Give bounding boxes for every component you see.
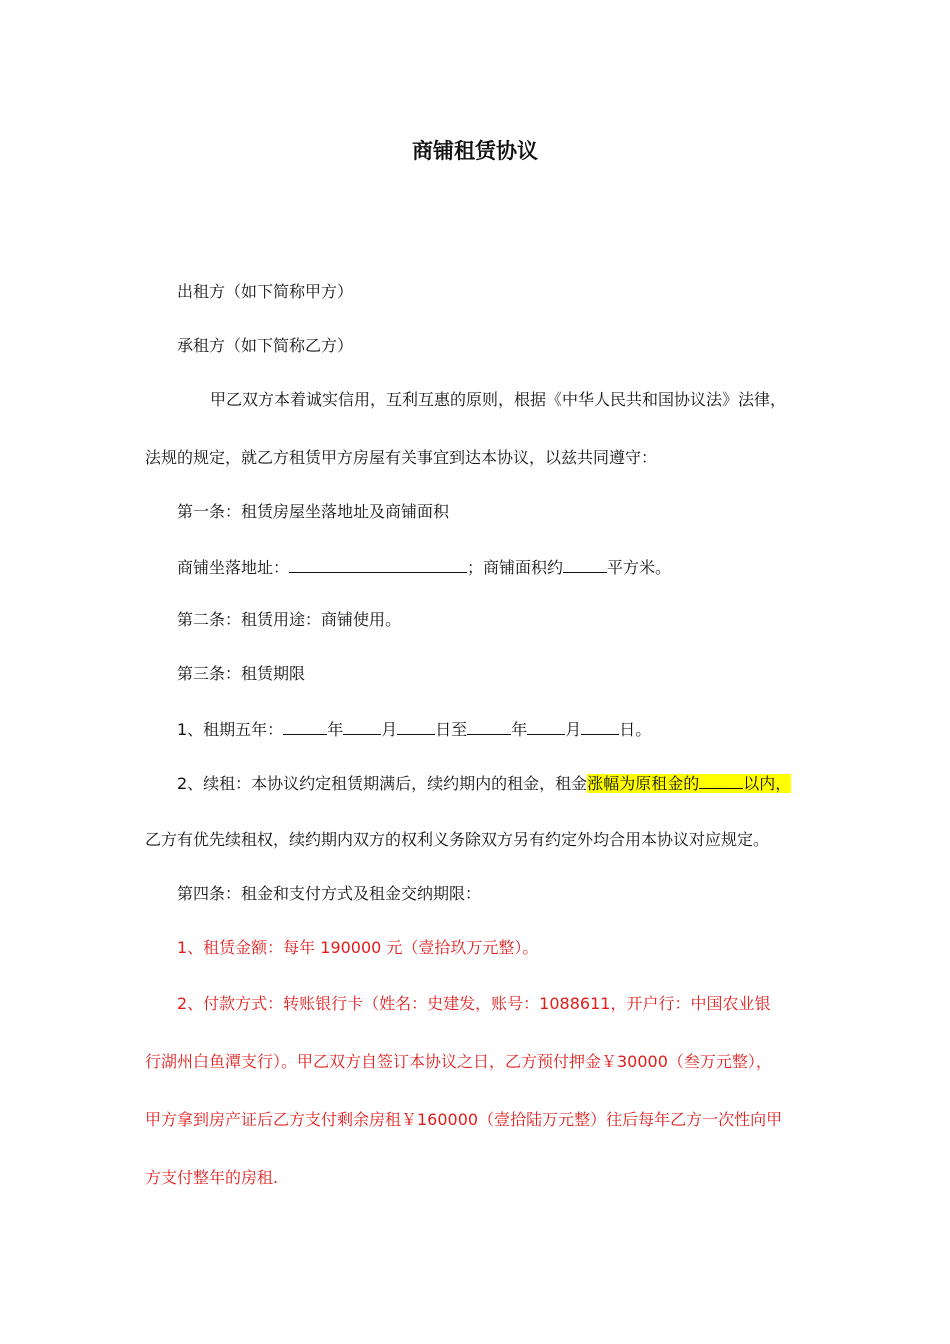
renewal-highlight-text: 涨幅为原租金的: [587, 774, 700, 793]
renewal-highlight: [587, 774, 791, 793]
end-year-label: 年: [511, 720, 528, 739]
renewal-line-1: [177, 770, 791, 796]
lessor-line: 出租方（如下简称甲方）: [177, 282, 354, 301]
intro-line-2: 法规的规定，就乙方租赁甲方房屋有关事宜到达本协议，以兹共同遵守：: [145, 448, 658, 467]
address-label: 商铺坐落地址：: [177, 558, 290, 577]
area-label: ；商铺面积约: [467, 558, 564, 577]
article-2: 第二条：租赁用途：商铺使用。: [177, 610, 402, 629]
payment-line-2: 行湖州白鱼潭支行）。甲乙双方自签订本协议之日，乙方预付押金￥30000（叁万元整），: [145, 1052, 772, 1071]
article-3-title: 第三条：租赁期限: [177, 664, 306, 683]
address-blank[interactable]: [289, 554, 467, 573]
area-unit: 平方米。: [607, 558, 672, 577]
end-day-blank[interactable]: [581, 716, 619, 735]
term-line: [177, 716, 651, 742]
start-month-label: 月: [381, 720, 398, 739]
end-year-blank[interactable]: [467, 716, 511, 735]
renewal-highlight-end: 以内，: [743, 774, 792, 793]
renewal-line-2: 乙方有优先续租权，续约期内双方的权利义务除双方另有约定外均合用本协议对应规定。: [145, 830, 770, 849]
payment-line-4: 方支付整年的房租.: [145, 1168, 279, 1187]
article-4-title: 第四条：租金和支付方式及租金交纳期限：: [177, 884, 482, 903]
start-year-blank[interactable]: [283, 716, 327, 735]
area-blank[interactable]: [563, 554, 607, 573]
term-label: 1、租期五年：: [177, 720, 284, 739]
end-month-label: 月: [565, 720, 582, 739]
intro-line-1: 甲乙双方本着诚实信用，互利互惠的原则，根据《中华人民共和国协议法》法律，: [210, 390, 787, 409]
start-year-label: 年: [327, 720, 344, 739]
article-1-title: 第一条：租赁房屋坐落地址及商铺面积: [177, 502, 450, 521]
payment-line-1: 2、付款方式：转账银行卡（姓名：史建发，账号：1088611，开户行：中国农业银: [177, 994, 771, 1013]
lessee-line: 承租方（如下简称乙方）: [177, 336, 354, 355]
payment-line-3: 甲方拿到房产证后乙方支付剩余房租￥160000（壹拾陆万元整）往后每年乙方一次性向甲: [145, 1110, 783, 1129]
end-month-blank[interactable]: [527, 716, 565, 735]
increase-rate-blank[interactable]: [699, 770, 743, 789]
start-month-blank[interactable]: [343, 716, 381, 735]
rent-amount: 1、租赁金额：每年 190000 元（壹拾玖万元整）。: [177, 938, 539, 957]
start-day-blank[interactable]: [397, 716, 435, 735]
start-day-label: 日至: [435, 720, 468, 739]
end-day-label: 日。: [619, 720, 652, 739]
address-line: [177, 554, 671, 580]
document-title: 商铺租赁协议: [412, 139, 538, 163]
renewal-prefix: 2、续租：本协议约定租赁期满后，续约期内的租金，租金: [177, 774, 588, 793]
